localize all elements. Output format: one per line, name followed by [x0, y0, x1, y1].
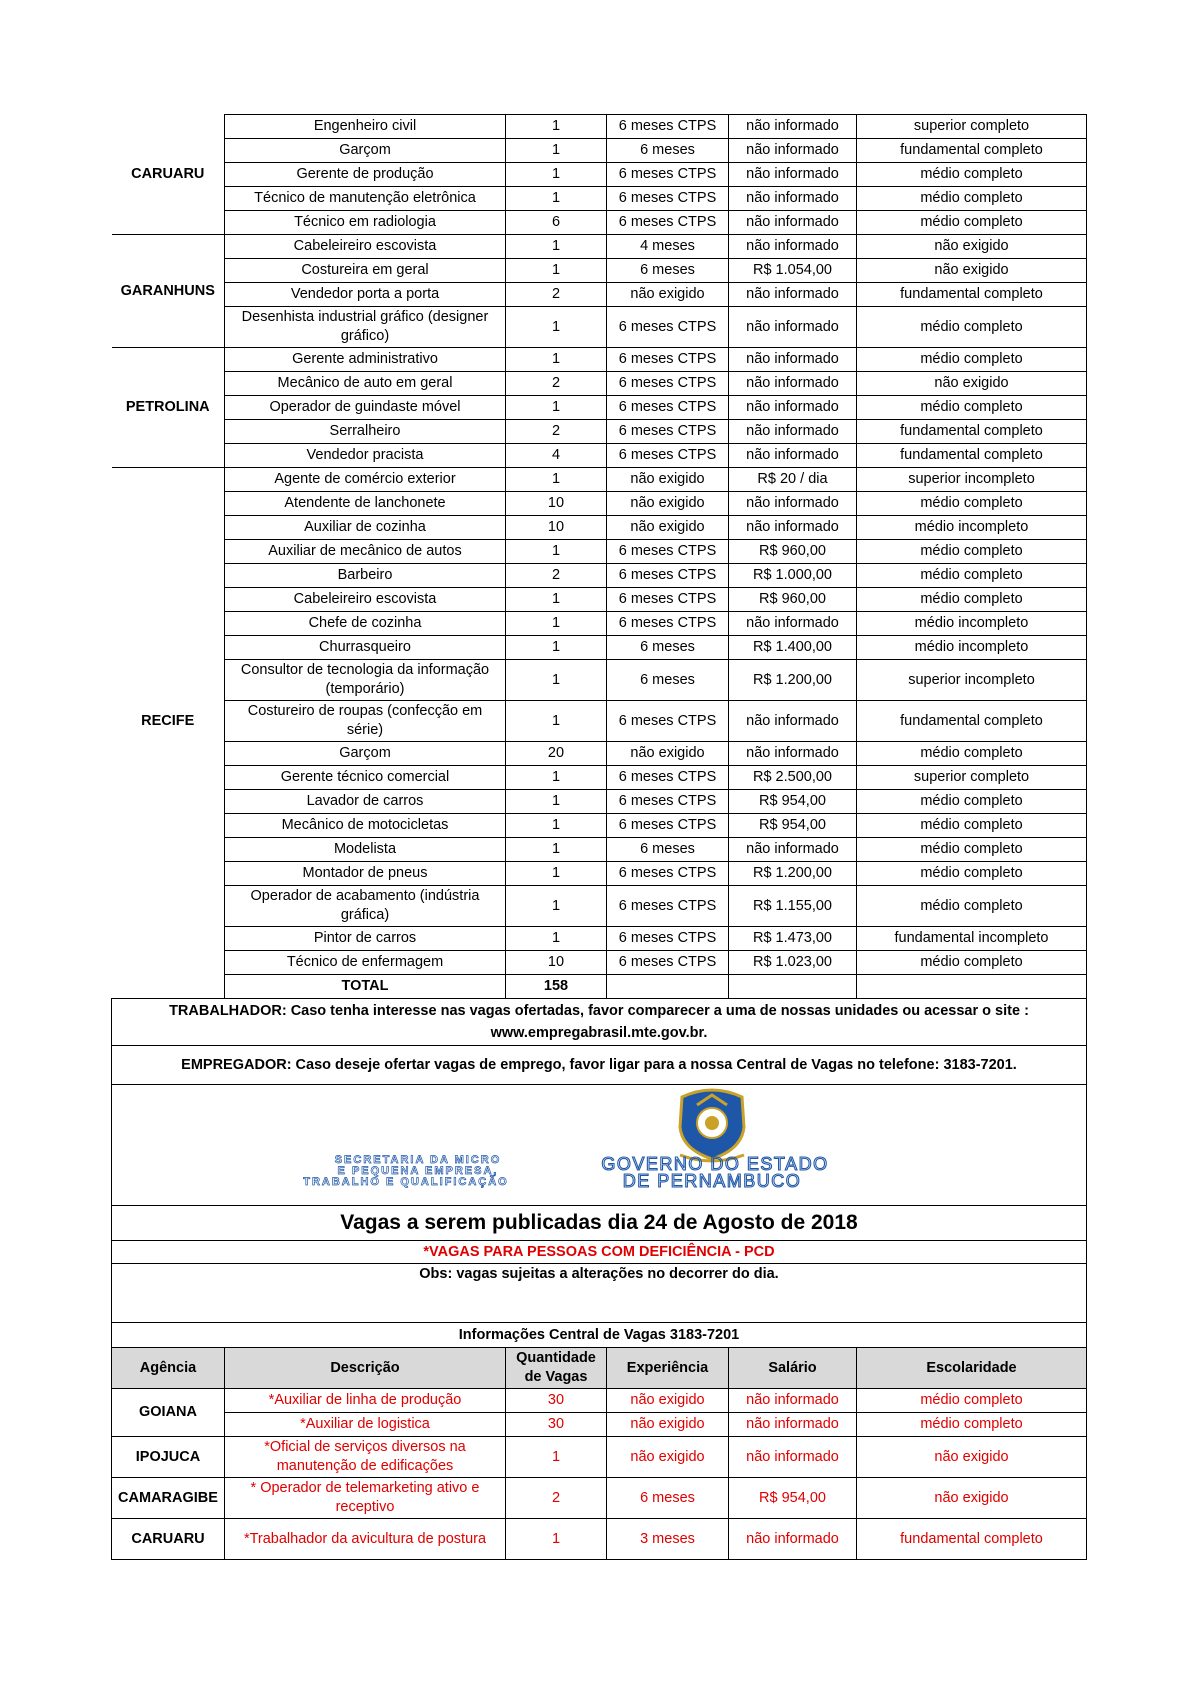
table-row — [112, 766, 1087, 790]
table-row — [112, 115, 1087, 139]
table-row — [112, 540, 1087, 564]
education-cell: não exigido — [857, 1478, 1087, 1519]
quantity-cell: 1 — [506, 187, 607, 211]
job-title-cell: Chefe de cozinha — [225, 612, 506, 636]
worker-notice: TRABALHADOR: Caso tenha interesse nas vagas ofertadas, favor comparecer a uma de nossas unidades ou acessar o site : www.empregabrasil.mte.gov.br. — [112, 999, 1087, 1046]
job-title-cell: Técnico de enfermagem — [225, 951, 506, 975]
education-cell: médio completo — [857, 1389, 1087, 1413]
quantity-cell: 1 — [506, 612, 607, 636]
blank-row — [112, 1284, 1087, 1323]
salary-cell: não informado — [729, 211, 857, 235]
quantity-cell: 1 — [506, 1519, 607, 1560]
table-row — [112, 348, 1087, 372]
salary-cell: não informado — [729, 516, 857, 540]
salary-cell: não informado — [729, 372, 857, 396]
central-info: Informações Central de Vagas 3183-7201 — [112, 1323, 1087, 1348]
experience-cell: 6 meses — [607, 1478, 729, 1519]
education-cell: médio completo — [857, 742, 1087, 766]
secretaria-line3: TRABALHO E QUALIFICAÇÃO — [303, 1176, 509, 1188]
education-cell: médio incompleto — [857, 612, 1087, 636]
education-cell: médio completo — [857, 564, 1087, 588]
job-title-cell: Modelista — [225, 838, 506, 862]
experience-cell: não exigido — [607, 1413, 729, 1437]
agency-cell: RECIFE — [112, 468, 225, 975]
salary-cell: não informado — [729, 420, 857, 444]
salary-cell: não informado — [729, 163, 857, 187]
salary-cell: R$ 1.200,00 — [729, 660, 857, 701]
job-title-cell: Garçom — [225, 139, 506, 163]
salary-cell: não informado — [729, 283, 857, 307]
quantity-cell: 1 — [506, 862, 607, 886]
experience-cell: 6 meses CTPS — [607, 372, 729, 396]
experience-cell: 6 meses CTPS — [607, 115, 729, 139]
salary-cell: R$ 960,00 — [729, 588, 857, 612]
job-title-cell: *Auxiliar de logistica — [225, 1413, 506, 1437]
title-row — [112, 1206, 1087, 1241]
education-cell: superior incompleto — [857, 660, 1087, 701]
quantity-cell: 2 — [506, 1478, 607, 1519]
salary-cell: não informado — [729, 1413, 857, 1437]
education-cell: médio completo — [857, 211, 1087, 235]
salary-cell: não informado — [729, 1437, 857, 1478]
experience-cell: 6 meses CTPS — [607, 862, 729, 886]
pcd-table-row — [112, 1437, 1087, 1478]
experience-cell: não exigido — [607, 1437, 729, 1478]
education-cell: não exigido — [857, 372, 1087, 396]
experience-cell: não exigido — [607, 742, 729, 766]
table-row — [112, 444, 1087, 468]
experience-cell: 6 meses CTPS — [607, 540, 729, 564]
job-title-cell: *Oficial de serviços diversos na manutenção de edificações — [225, 1437, 506, 1478]
header-quantity: Quantidade de Vagas — [506, 1348, 607, 1389]
education-cell: fundamental incompleto — [857, 927, 1087, 951]
quantity-cell: 1 — [506, 1437, 607, 1478]
quantity-cell: 10 — [506, 516, 607, 540]
table-row — [112, 862, 1087, 886]
job-title-cell: Serralheiro — [225, 420, 506, 444]
education-cell: médio completo — [857, 886, 1087, 927]
education-cell: médio completo — [857, 862, 1087, 886]
job-title-cell: Operador de acabamento (indústria gráfica) — [225, 886, 506, 927]
job-title-cell: *Auxiliar de linha de produção — [225, 1389, 506, 1413]
quantity-cell: 1 — [506, 886, 607, 927]
salary-cell: não informado — [729, 139, 857, 163]
job-title-cell: Gerente de produção — [225, 163, 506, 187]
education-cell: médio completo — [857, 307, 1087, 348]
job-title-cell: Costureira em geral — [225, 259, 506, 283]
worker-notice-row — [112, 999, 1087, 1046]
job-title-cell: Gerente técnico comercial — [225, 766, 506, 790]
quantity-cell: 2 — [506, 372, 607, 396]
agency-cell: CARUARU — [112, 115, 225, 235]
table-row — [112, 927, 1087, 951]
salary-cell: R$ 960,00 — [729, 540, 857, 564]
salary-cell: não informado — [729, 187, 857, 211]
agency-cell: CAMARAGIBE — [112, 1478, 225, 1519]
experience-cell: 6 meses CTPS — [607, 588, 729, 612]
quantity-cell: 1 — [506, 307, 607, 348]
pcd-table-row — [112, 1389, 1087, 1413]
job-title-cell: Operador de guindaste móvel — [225, 396, 506, 420]
total-label: TOTAL — [225, 975, 506, 999]
salary-cell: não informado — [729, 115, 857, 139]
quantity-cell: 1 — [506, 838, 607, 862]
table-row — [112, 468, 1087, 492]
secretaria-line2: E PEQUENA EMPRESA, — [337, 1165, 499, 1177]
education-cell: médio completo — [857, 348, 1087, 372]
education-cell: fundamental completo — [857, 1519, 1087, 1560]
job-vacancies-sheet — [111, 114, 1086, 1560]
education-cell: fundamental completo — [857, 444, 1087, 468]
job-title-cell: Técnico em radiologia — [225, 211, 506, 235]
job-title-cell: Montador de pneus — [225, 862, 506, 886]
total-row — [112, 975, 1087, 999]
info-row — [112, 1323, 1087, 1348]
salary-cell: não informado — [729, 838, 857, 862]
education-cell: médio completo — [857, 790, 1087, 814]
logo-row — [112, 1085, 1087, 1206]
table-row — [112, 790, 1087, 814]
table-row — [112, 187, 1087, 211]
job-title-cell: Churrasqueiro — [225, 636, 506, 660]
table-row — [112, 612, 1087, 636]
quantity-cell: 1 — [506, 588, 607, 612]
header-experience: Experiência — [607, 1348, 729, 1389]
secretaria-line1: SECRETARIA DA MICRO — [334, 1154, 502, 1166]
salary-cell: não informado — [729, 701, 857, 742]
quantity-cell: 10 — [506, 492, 607, 516]
experience-cell: 6 meses CTPS — [607, 927, 729, 951]
table-row — [112, 372, 1087, 396]
quantity-cell: 20 — [506, 742, 607, 766]
salary-cell: não informado — [729, 742, 857, 766]
salary-cell: R$ 1.054,00 — [729, 259, 857, 283]
vacancies-body — [112, 115, 1087, 975]
table-row — [112, 701, 1087, 742]
header-education: Escolaridade — [857, 1348, 1087, 1389]
salary-cell: R$ 1.400,00 — [729, 636, 857, 660]
table-row — [112, 636, 1087, 660]
pcd-table-row — [112, 1478, 1087, 1519]
experience-cell: 6 meses CTPS — [607, 444, 729, 468]
total-value: 158 — [506, 975, 607, 999]
job-title-cell: Vendedor porta a porta — [225, 283, 506, 307]
header-description: Descrição — [225, 1348, 506, 1389]
experience-cell: 6 meses CTPS — [607, 766, 729, 790]
education-cell: superior completo — [857, 115, 1087, 139]
experience-cell: 6 meses CTPS — [607, 612, 729, 636]
quantity-cell: 2 — [506, 420, 607, 444]
quantity-cell: 1 — [506, 468, 607, 492]
experience-cell: 6 meses CTPS — [607, 951, 729, 975]
salary-cell: R$ 1.023,00 — [729, 951, 857, 975]
pcd-row — [112, 1241, 1087, 1264]
job-title-cell: Gerente administrativo — [225, 348, 506, 372]
experience-cell: 6 meses CTPS — [607, 790, 729, 814]
quantity-cell: 30 — [506, 1413, 607, 1437]
table-row — [112, 564, 1087, 588]
pcd-table-row — [112, 1413, 1087, 1437]
job-title-cell: Auxiliar de cozinha — [225, 516, 506, 540]
job-title-cell: Engenheiro civil — [225, 115, 506, 139]
education-cell: médio incompleto — [857, 636, 1087, 660]
quantity-cell: 1 — [506, 163, 607, 187]
table-row — [112, 838, 1087, 862]
agency-cell: IPOJUCA — [112, 1437, 225, 1478]
experience-cell: não exigido — [607, 283, 729, 307]
education-cell: médio completo — [857, 540, 1087, 564]
education-cell: médio completo — [857, 814, 1087, 838]
salary-cell: R$ 20 / dia — [729, 468, 857, 492]
table-row — [112, 886, 1087, 927]
education-cell: fundamental completo — [857, 420, 1087, 444]
job-title-cell: *Trabalhador da avicultura de postura — [225, 1519, 506, 1560]
quantity-cell: 1 — [506, 259, 607, 283]
quantity-cell: 1 — [506, 927, 607, 951]
experience-cell: 6 meses CTPS — [607, 886, 729, 927]
table-row — [112, 259, 1087, 283]
experience-cell: 4 meses — [607, 235, 729, 259]
table-row — [112, 235, 1087, 259]
table-row — [112, 660, 1087, 701]
education-cell: médio completo — [857, 588, 1087, 612]
obs-note: Obs: vagas sujeitas a alterações no decorrer do dia. — [112, 1264, 1087, 1285]
experience-cell: 6 meses CTPS — [607, 396, 729, 420]
education-cell: não exigido — [857, 259, 1087, 283]
job-title-cell: Mecânico de motocicletas — [225, 814, 506, 838]
salary-cell: não informado — [729, 348, 857, 372]
salary-cell: R$ 1.473,00 — [729, 927, 857, 951]
salary-cell: R$ 1.200,00 — [729, 862, 857, 886]
quantity-cell: 10 — [506, 951, 607, 975]
quantity-cell: 1 — [506, 139, 607, 163]
quantity-cell: 1 — [506, 235, 607, 259]
experience-cell: 6 meses CTPS — [607, 211, 729, 235]
header-salary: Salário — [729, 1348, 857, 1389]
employer-notice-row — [112, 1046, 1087, 1085]
experience-cell: 3 meses — [607, 1519, 729, 1560]
experience-cell: não exigido — [607, 1389, 729, 1413]
governo-line1: GOVERNO DO ESTADO — [601, 1154, 829, 1174]
table-row — [112, 588, 1087, 612]
job-title-cell: Consultor de tecnologia da informação (temporário) — [225, 660, 506, 701]
table-row — [112, 283, 1087, 307]
education-cell: médio completo — [857, 396, 1087, 420]
experience-cell: 6 meses — [607, 660, 729, 701]
salary-cell: não informado — [729, 444, 857, 468]
government-logos — [112, 1085, 1087, 1205]
quantity-cell: 1 — [506, 348, 607, 372]
table-row — [112, 492, 1087, 516]
job-title-cell: Pintor de carros — [225, 927, 506, 951]
governo-logo-text — [601, 1154, 828, 1191]
quantity-cell: 1 — [506, 701, 607, 742]
job-title-cell: Cabeleireiro escovista — [225, 235, 506, 259]
education-cell: fundamental completo — [857, 701, 1087, 742]
experience-cell: 6 meses — [607, 139, 729, 163]
table-row — [112, 307, 1087, 348]
salary-cell: R$ 954,00 — [729, 790, 857, 814]
table-row — [112, 396, 1087, 420]
quantity-cell: 4 — [506, 444, 607, 468]
table-row — [112, 420, 1087, 444]
table-row — [112, 139, 1087, 163]
quantity-cell: 1 — [506, 115, 607, 139]
education-cell: não exigido — [857, 1437, 1087, 1478]
governo-line2: DE PERNAMBUCO — [622, 1171, 802, 1191]
education-cell: médio incompleto — [857, 516, 1087, 540]
experience-cell: 6 meses CTPS — [607, 187, 729, 211]
job-title-cell: Costureiro de roupas (confecção em série) — [225, 701, 506, 742]
pcd-vacancies-body — [112, 1389, 1087, 1560]
education-cell: fundamental completo — [857, 139, 1087, 163]
obs-row — [112, 1264, 1087, 1285]
salary-cell: R$ 1.155,00 — [729, 886, 857, 927]
salary-cell: R$ 954,00 — [729, 814, 857, 838]
agency-cell: GARANHUNS — [112, 235, 225, 348]
quantity-cell: 30 — [506, 1389, 607, 1413]
quantity-cell: 1 — [506, 766, 607, 790]
footer-section — [112, 975, 1087, 1389]
job-title-cell: Lavador de carros — [225, 790, 506, 814]
job-title-cell: Desenhista industrial gráfico (designer gráfico) — [225, 307, 506, 348]
job-title-cell: Mecânico de auto em geral — [225, 372, 506, 396]
education-cell: não exigido — [857, 235, 1087, 259]
header-row — [112, 1348, 1087, 1389]
experience-cell: 6 meses CTPS — [607, 307, 729, 348]
experience-cell: não exigido — [607, 492, 729, 516]
job-title-cell: Cabeleireiro escovista — [225, 588, 506, 612]
experience-cell: 6 meses — [607, 838, 729, 862]
job-title-cell: * Operador de telemarketing ativo e receptivo — [225, 1478, 506, 1519]
table-row — [112, 951, 1087, 975]
experience-cell: 6 meses CTPS — [607, 564, 729, 588]
experience-cell: 6 meses CTPS — [607, 163, 729, 187]
education-cell: médio completo — [857, 951, 1087, 975]
experience-cell: 6 meses — [607, 636, 729, 660]
experience-cell: 6 meses CTPS — [607, 701, 729, 742]
education-cell: fundamental completo — [857, 283, 1087, 307]
agency-cell: PETROLINA — [112, 348, 225, 468]
job-title-cell: Barbeiro — [225, 564, 506, 588]
job-title-cell: Atendente de lanchonete — [225, 492, 506, 516]
table-row — [112, 814, 1087, 838]
secretaria-logo-text — [303, 1154, 509, 1188]
education-cell: médio completo — [857, 187, 1087, 211]
quantity-cell: 1 — [506, 396, 607, 420]
table-row — [112, 742, 1087, 766]
experience-cell: 6 meses CTPS — [607, 814, 729, 838]
header-agency: Agência — [112, 1348, 225, 1389]
quantity-cell: 1 — [506, 814, 607, 838]
agency-cell: CARUARU — [112, 1519, 225, 1560]
salary-cell: não informado — [729, 1519, 857, 1560]
experience-cell: 6 meses CTPS — [607, 420, 729, 444]
employer-notice: EMPREGADOR: Caso deseje ofertar vagas de emprego, favor ligar para a nossa Central de Vagas no telefone: 3183-7201. — [112, 1046, 1087, 1085]
experience-cell: não exigido — [607, 516, 729, 540]
education-cell: superior incompleto — [857, 468, 1087, 492]
quantity-cell: 2 — [506, 564, 607, 588]
education-cell: médio completo — [857, 838, 1087, 862]
job-title-cell: Vendedor pracista — [225, 444, 506, 468]
salary-cell: não informado — [729, 612, 857, 636]
job-title-cell: Auxiliar de mecânico de autos — [225, 540, 506, 564]
quantity-cell: 2 — [506, 283, 607, 307]
vacancies-table — [111, 114, 1087, 1560]
education-cell: médio completo — [857, 492, 1087, 516]
pernambuco-seal-icon — [680, 1090, 744, 1161]
salary-cell: R$ 2.500,00 — [729, 766, 857, 790]
salary-cell: R$ 1.000,00 — [729, 564, 857, 588]
quantity-cell: 1 — [506, 636, 607, 660]
table-row — [112, 163, 1087, 187]
table-row — [112, 211, 1087, 235]
salary-cell: não informado — [729, 492, 857, 516]
pcd-table-row — [112, 1519, 1087, 1560]
education-cell: superior completo — [857, 766, 1087, 790]
salary-cell: não informado — [729, 235, 857, 259]
experience-cell: 6 meses CTPS — [607, 348, 729, 372]
page-title: Vagas a serem publicadas dia 24 de Agosto de 2018 — [112, 1206, 1087, 1241]
salary-cell: não informado — [729, 1389, 857, 1413]
salary-cell: não informado — [729, 396, 857, 420]
pcd-label: *VAGAS PARA PESSOAS COM DEFICIÊNCIA - PCD — [112, 1241, 1087, 1264]
quantity-cell: 6 — [506, 211, 607, 235]
education-cell: médio completo — [857, 163, 1087, 187]
table-row — [112, 516, 1087, 540]
job-title-cell: Garçom — [225, 742, 506, 766]
logos — [112, 1085, 1087, 1205]
salary-cell: não informado — [729, 307, 857, 348]
experience-cell: 6 meses — [607, 259, 729, 283]
job-title-cell: Técnico de manutenção eletrônica — [225, 187, 506, 211]
agency-cell: GOIANA — [112, 1389, 225, 1437]
quantity-cell: 1 — [506, 660, 607, 701]
experience-cell: não exigido — [607, 468, 729, 492]
job-title-cell: Agente de comércio exterior — [225, 468, 506, 492]
salary-cell: R$ 954,00 — [729, 1478, 857, 1519]
education-cell: médio completo — [857, 1413, 1087, 1437]
quantity-cell: 1 — [506, 790, 607, 814]
quantity-cell: 1 — [506, 540, 607, 564]
